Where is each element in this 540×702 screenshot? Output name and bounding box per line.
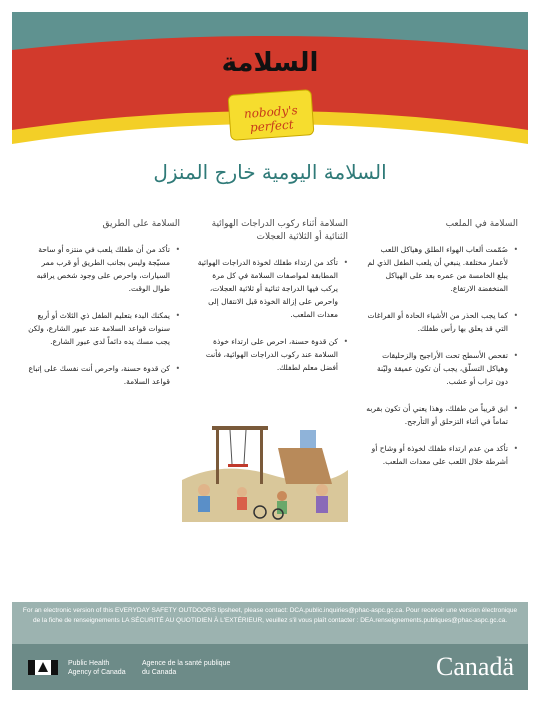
- column-playground: [366, 218, 518, 482]
- tips-list: [366, 243, 518, 468]
- playground-illustration: [182, 420, 348, 522]
- tip-item: • كن قدوة حسنة، احرص على ارتداء خوذة السلامة عند ركوب الدراجات الهوائية، فأنت أفضل معلم لطفلك.: [196, 335, 338, 374]
- header-banner: [12, 12, 528, 162]
- column-heading: السلامة في الملعب: [445, 219, 518, 229]
- column-heading: السلامة أثناء ركوب الدراجات الهوائية الثنائية أو الثلاثية العجلات: [211, 219, 348, 242]
- column-road: [28, 218, 180, 402]
- tip-item: • كما يجب الحذر من الأشياء الحادة أو الفراغات التي قد يعلق بها رأس طفلك.: [366, 309, 508, 335]
- tip-item: • تأكد من عدم ارتداء طفلك لخوذة أو وشاح أو أشرطة خلال اللعب على معدات الملعب.: [366, 442, 508, 468]
- column-bicycles: [196, 218, 348, 388]
- agency-name-french: Agence de la santé publique du Canada: [142, 660, 231, 676]
- tip-item: • تفحص الأسطح تحت الأراجيح والزحليقات وهياكل التسلّق، يجب أن تكون عميقة وليّنة دون تراب أو عشب.: [366, 349, 508, 388]
- logo-text: nobody's perfect: [243, 103, 299, 135]
- tip-item: • تأكد من أن طفلك يلعب في منتزه أو ساحة مسيّجة وليس بجانب الطريق أو قرب ممر السيارات، واحرص على وجود شخص يراقبه طوال الوقت.: [28, 243, 170, 295]
- contact-text: For an electronic version of this EVERYDAY SAFETY OUTDOORS tipsheet, please contact: DCA.public.inquiries@phac-aspc.gc.ca. Pour recevoir une version électronique de la fiche de renseignements LA SÉCURITÉ AU QUOTIDIEN À L'EXTÉRIEUR, veuillez s'il vous plaît contacter : DEA.renseignements.publiques@phac-aspc.gc.ca.: [22, 607, 518, 624]
- footer-contact-note: [12, 602, 528, 644]
- tip-item: • صُمّمت ألعاب الهواء الطلق وهياكل اللعب لأعمار مختلفة. ينبغي أن يلعب الطفل الذي لم يبلغ الخامسة من عمره بعد على الهياكل المنخفضة الارتفاع.: [366, 243, 508, 295]
- canada-flag-icon: [28, 660, 58, 675]
- tip-item: • ابق قريباً من طفلك، وهذا يعني أن تكون بقربه تماماً في أثناء التزحلق أو التأرجح.: [366, 402, 508, 428]
- agency-name-english: Public Health Agency of Canada: [68, 660, 126, 676]
- page-title: السلامة: [221, 48, 319, 78]
- tip-item: • يمكنك البدء بتعليم الطفل ذي الثلاث أو أربع سنوات قواعد السلامة عند عبور الشارع، ولكن يجب مسك يده دائماً لدى عبور الشارع.: [28, 309, 170, 348]
- footer-bar: [12, 644, 528, 690]
- nobodys-perfect-logo: [227, 89, 314, 141]
- canada-wordmark: Canadä: [436, 652, 514, 681]
- tip-item: • كن قدوة حسنة، واحرص أنت نفسك على إتباع قواعد السلامة.: [28, 362, 170, 388]
- page-subtitle: السلامة اليومية خارج المنزل: [153, 160, 387, 184]
- tips-list: [28, 243, 180, 388]
- tip-item: • تأكد من ارتداء طفلك لخوذة الدراجات الهوائية المطابقة لمواصفات السلامة في كل مرة يركب فيها الدراجة ثنائية أو ثلاثية العجلات، واحرص على إزالة الخوذة قبل الانتقال إلى معدات الملعب.: [196, 256, 338, 321]
- tips-list: [196, 256, 348, 374]
- column-heading: السلامة على الطريق: [102, 219, 180, 229]
